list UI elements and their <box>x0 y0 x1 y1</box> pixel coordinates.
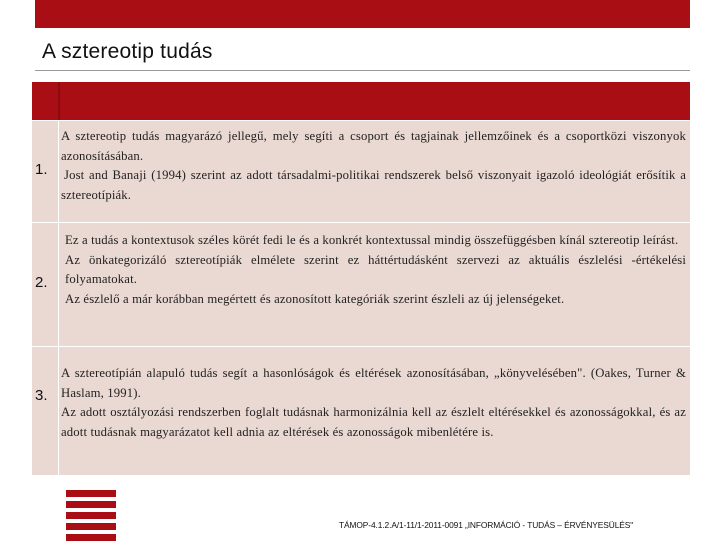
row-number-label: 2. <box>35 274 48 291</box>
row-number <box>32 223 58 346</box>
footer-project-code: TÁMOP-4.1.2.A/1-11/1-2011-0091 „INFORMÁCIÓ - TUDÁS – ÉRVÉNYESÜLÉS" <box>339 520 634 530</box>
table-header-row <box>32 82 690 120</box>
content-table <box>32 82 690 475</box>
top-accent-bar <box>35 0 690 28</box>
row-number <box>32 347 58 475</box>
row-paragraph: Ez a tudás a kontextusok széles körét fedi le és a konkrét kontextussal mindig összefüggésben kínál sztereotip leírást. <box>65 233 679 247</box>
row-text-cell <box>58 223 690 346</box>
stacked-bars-logo-icon <box>66 490 116 540</box>
row-paragraph: Az észlelő a már korábban megértett és azonosított kategóriák szerint észleli az új jelenségeket. <box>65 291 565 306</box>
row-number-label: 1. <box>35 161 48 178</box>
title-divider <box>35 70 690 71</box>
row-number <box>32 121 58 222</box>
table-row <box>32 222 690 346</box>
row-text-cell <box>58 347 690 475</box>
row-number-label: 3. <box>35 387 48 404</box>
slide-title: A sztereotip tudás <box>42 40 213 63</box>
header-column-divider <box>58 82 60 120</box>
table-row <box>32 346 690 475</box>
table-row <box>32 120 690 222</box>
row-paragraph: Az önkategorizáló sztereotípiák elmélete szerint ez háttértudásként szervezi az aktuális észlelési -értékelési folyamatokat. <box>65 252 686 286</box>
row-paragraph: A sztereotip tudás magyarázó jellegű, mely segíti a csoport és tagjainak jellemzőinek és a csoportközi viszonyok azonosításában. <box>61 129 686 163</box>
row-paragraph: A sztereotípián alapuló tudás segít a hasonlóságok és eltérések azonosításában, „könyvelésében". (Oakes, Turner & Haslam, 1991). <box>61 366 686 400</box>
row-paragraph: Az adott osztályozási rendszerben foglalt tudásnak harmonizálnia kell az észlelt eltérésekkel és azonosságokkal, és az adott tudásnak magyarázatot kell adnia az eltérések és azonosságok mibenlétére is. <box>61 405 686 439</box>
row-text-cell <box>58 121 690 222</box>
row-paragraph: Jost and Banaji (1994) szerint az adott társadalmi-politikai rendszerek belső viszonyait igazoló ideológiát erősítik a sztereotípiák. <box>61 168 686 202</box>
